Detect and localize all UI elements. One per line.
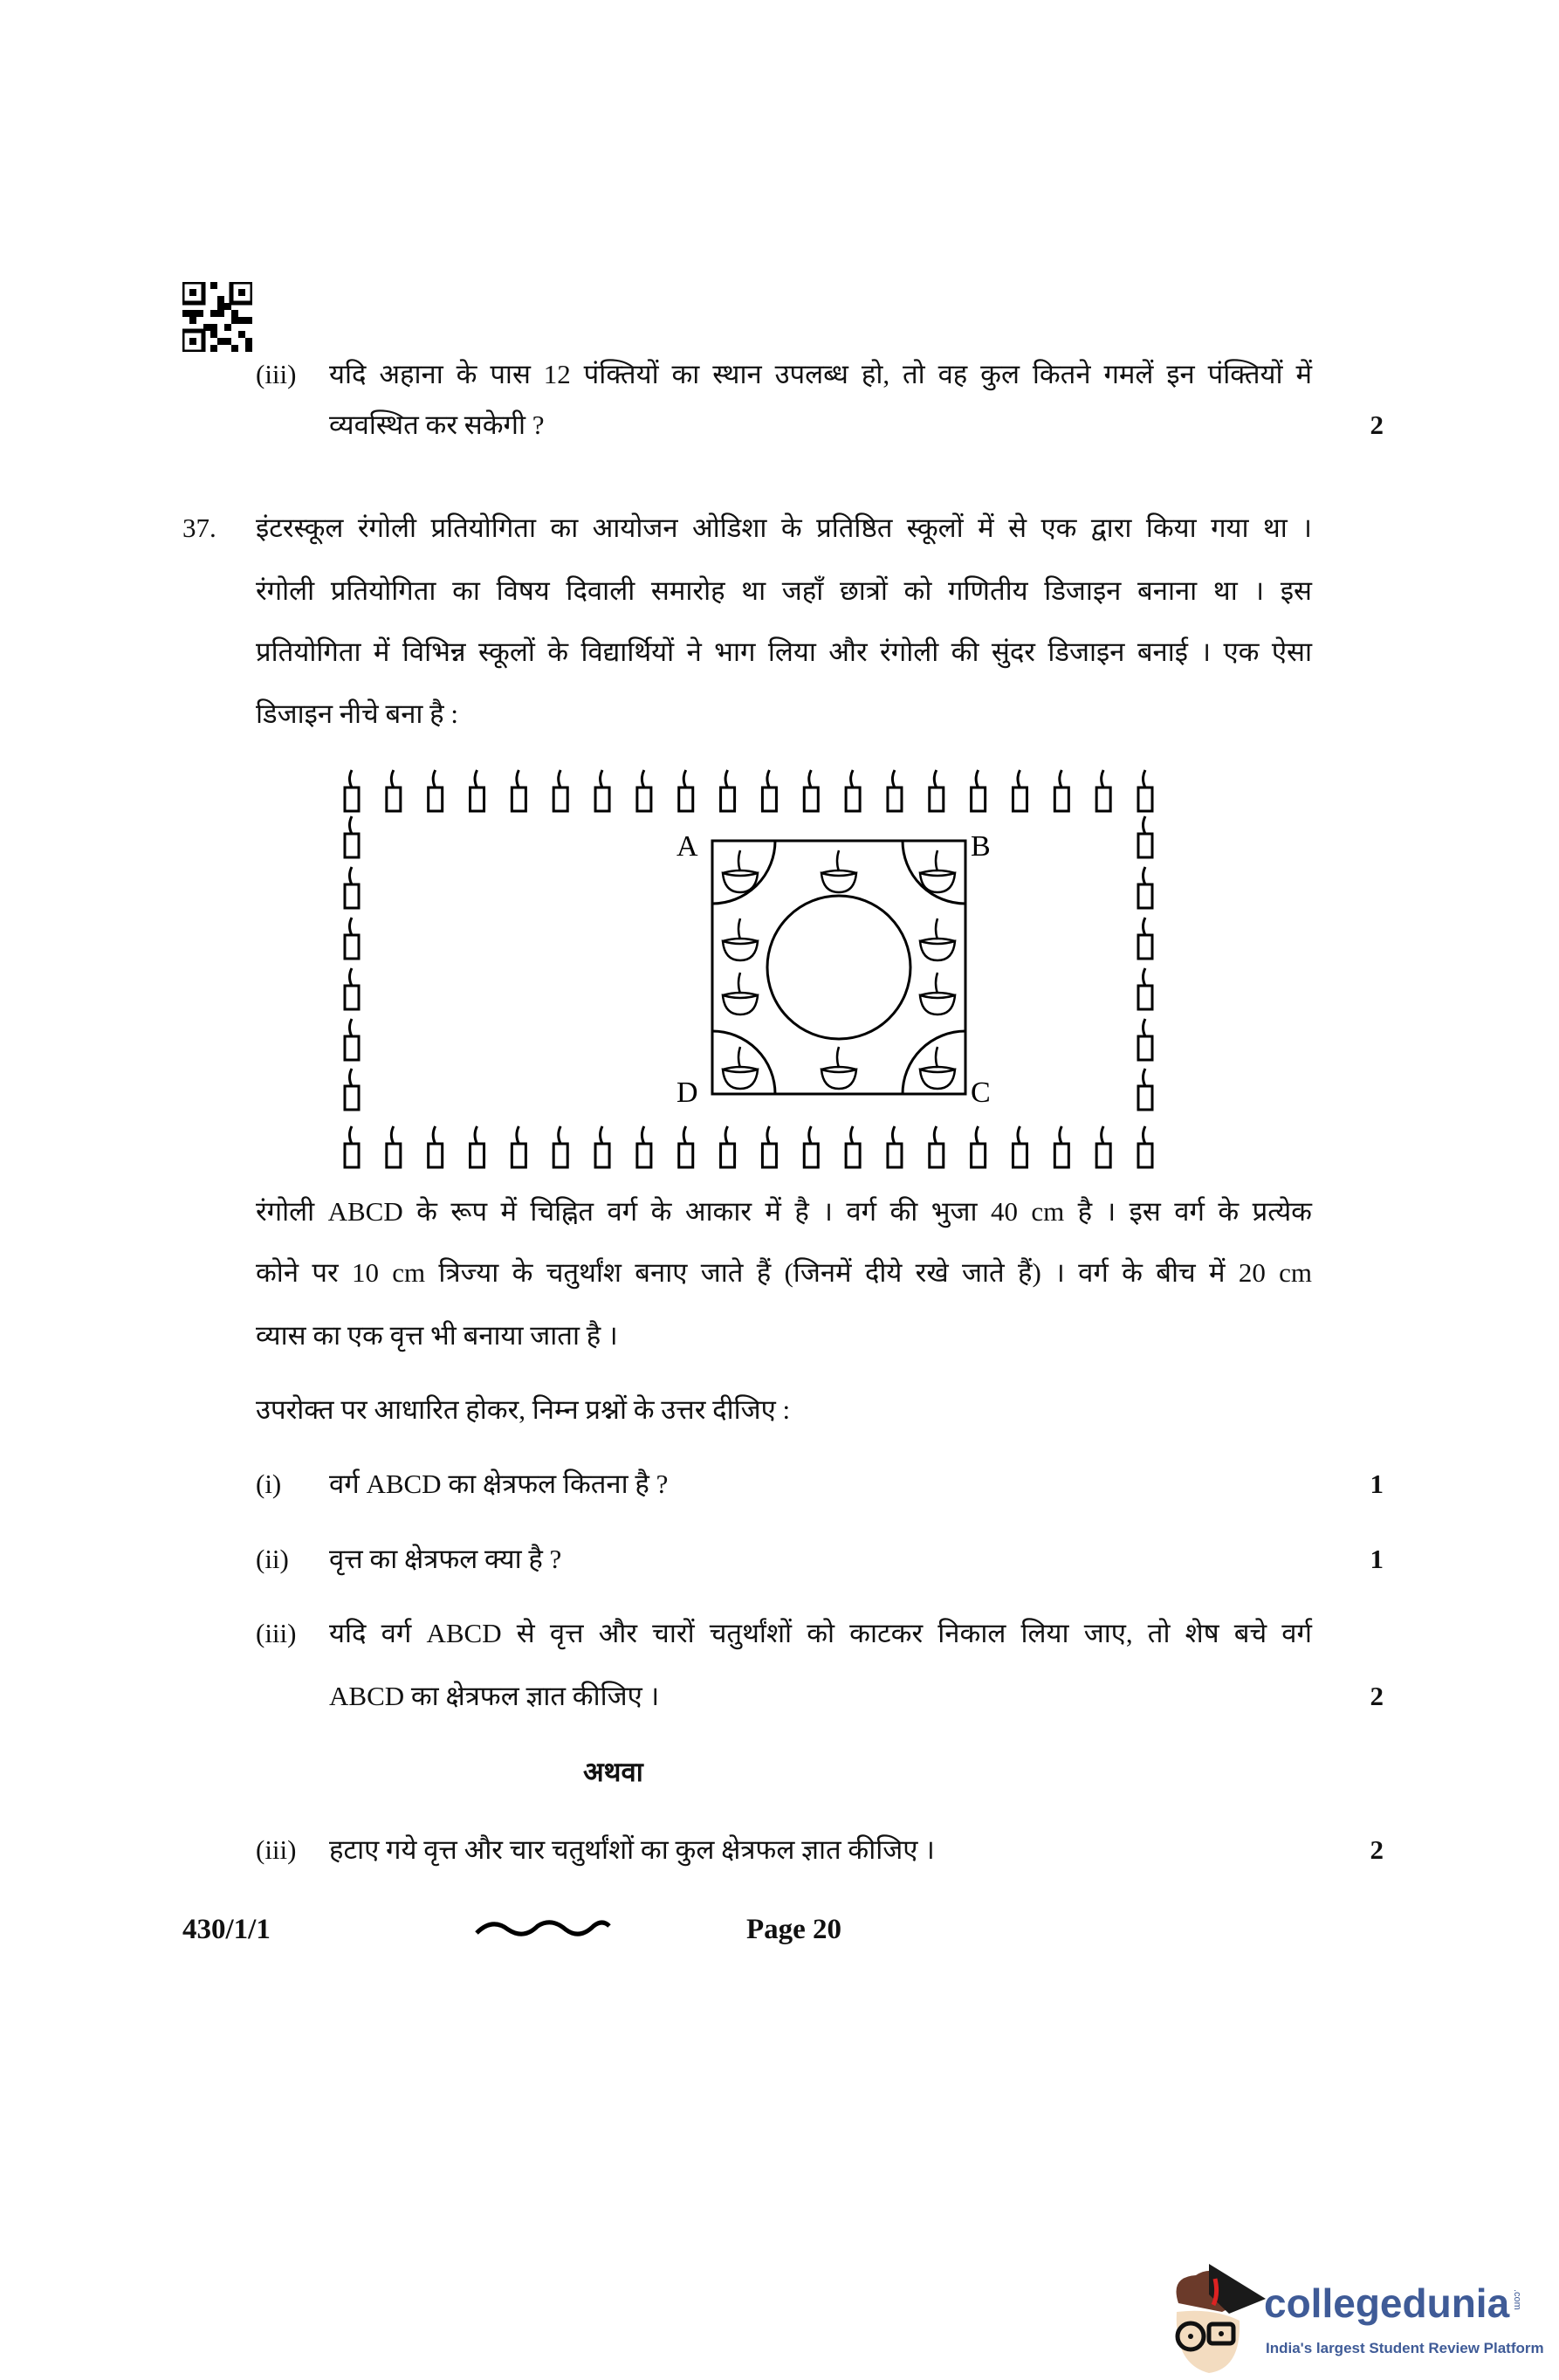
candle-icon <box>1096 1126 1110 1167</box>
candle-icon <box>637 1126 651 1167</box>
sub-iii-alt-marks: 2 <box>1370 1834 1384 1865</box>
candle-icon <box>1138 918 1152 959</box>
desc-line-1: रंगोली ABCD के रूप में चिह्नित वर्ग के आकार में है । वर्ग की भुजा 40 cm है । इस वर्ग के प्रत्येक <box>256 1196 1312 1227</box>
candle-icon <box>721 770 735 811</box>
candle-icon <box>1138 968 1152 1009</box>
candle-icon <box>345 1126 359 1167</box>
desc-line-2: कोने पर 10 cm त्रिज्या के चतुर्थांश बनाए जाते हैं (जिनमें दीये रखे जाते हैं) । वर्ग के बीच में 20 cm <box>256 1257 1312 1288</box>
or-label: अथवा <box>583 1757 643 1787</box>
candle-icon <box>470 770 484 811</box>
sub-i-marks: 1 <box>1370 1469 1384 1499</box>
intro-line-4: डिजाइन नीचे बना है : <box>256 698 458 729</box>
wave-ornament <box>475 1917 611 1940</box>
candle-icon <box>345 816 359 857</box>
sub-iii-text-line1: यदि वर्ग ABCD से वृत्त और चारों चतुर्थांशों को काटकर निकाल लिया जाए, तो शेष बचे वर्ग <box>329 1618 1312 1648</box>
candle-icon <box>345 867 359 908</box>
candle-icon <box>345 770 359 811</box>
candle-icon <box>1138 867 1152 908</box>
sub-iii-alt-text: हटाए गये वृत्त और चार चतुर्थांशों का कुल क्षेत्रफल ज्ञात कीजिए । <box>329 1834 935 1865</box>
candle-icon <box>1138 1019 1152 1060</box>
diya-icon <box>723 918 758 960</box>
candle-icon <box>595 1126 609 1167</box>
candle-icon <box>888 770 902 811</box>
candle-icon <box>972 770 986 811</box>
prev-subquestion-text-line1: यदि अहाना के पास 12 पंक्तियों का स्थान उपलब्ध हो, तो वह कुल कितने गमलें इन पंक्तियों में <box>329 359 1312 389</box>
candle-icon <box>387 1126 401 1167</box>
candle-icon <box>1096 770 1110 811</box>
instruction: उपरोक्त पर आधारित होकर, निम्न प्रश्नों के उत्तर दीजिए : <box>256 1394 791 1425</box>
diya-icon <box>821 850 856 892</box>
candle-icon <box>804 770 818 811</box>
diya-icon <box>723 1047 758 1089</box>
sub-iii-marks: 2 <box>1370 1681 1384 1711</box>
candle-icon <box>679 770 693 811</box>
candle-icon <box>1054 770 1068 811</box>
candle-icon <box>345 1019 359 1060</box>
diya-icon <box>723 850 758 892</box>
candle-icon <box>1138 816 1152 857</box>
candle-icon <box>1138 1126 1152 1167</box>
sub-i-text: वर्ग ABCD का क्षेत्रफल कितना है ? <box>329 1469 669 1499</box>
brand-suffix: .com <box>1512 2289 1523 2310</box>
sub-ii-marks: 1 <box>1370 1544 1384 1574</box>
candle-icon <box>972 1126 986 1167</box>
sub-i-label: (i) <box>256 1469 282 1499</box>
diya-icon <box>723 973 758 1015</box>
candle-icon <box>429 770 443 811</box>
candle-icon <box>429 1126 443 1167</box>
candle-icon <box>762 1126 776 1167</box>
candle-icon <box>679 1126 693 1167</box>
candle-icon <box>553 770 567 811</box>
candle-icon <box>846 1126 860 1167</box>
collegedunia-logo <box>1152 2253 1559 2380</box>
intro-line-1: इंटरस्कूल रंगोली प्रतियोगिता का आयोजन ओडिशा के प्रतिष्ठित स्कूलों में से एक द्वारा किया गया था । <box>256 512 1312 543</box>
candle-icon <box>930 770 944 811</box>
label-a: A <box>676 830 698 863</box>
diya-icon <box>821 1047 856 1089</box>
candle-border <box>345 770 1152 1167</box>
paper-code: 430/1/1 <box>182 1914 271 1945</box>
intro-line-2: रंगोली प्रतियोगिता का विषय दिवाली समारोह था जहाँ छात्रों को गणितीय डिजाइन बनाना था । इस <box>256 575 1312 606</box>
candle-icon <box>846 770 860 811</box>
center-circle <box>767 896 910 1039</box>
sub-ii-label: (ii) <box>256 1544 289 1574</box>
candle-icon <box>345 918 359 959</box>
brand-tagline: India's largest Student Review Platform <box>1266 2340 1544 2356</box>
diya-icon <box>920 973 955 1015</box>
brand-name: collegedunia <box>1264 2280 1510 2326</box>
candle-icon <box>595 770 609 811</box>
desc-line-3: व्यास का एक वृत्त भी बनाया जाता है । <box>256 1320 618 1351</box>
candle-icon <box>804 1126 818 1167</box>
candle-icon <box>888 1126 902 1167</box>
question-number: 37. <box>182 512 216 543</box>
candle-icon <box>345 968 359 1009</box>
candle-icon <box>512 770 525 811</box>
label-d: D <box>676 1077 698 1109</box>
diya-icon <box>920 918 955 960</box>
prev-subquestion-text-line2: व्यवस्थित कर सकेगी ? <box>329 409 545 440</box>
candle-icon <box>721 1126 735 1167</box>
diya-icon <box>920 1047 955 1089</box>
label-b: B <box>971 830 991 863</box>
sub-iii-label: (iii) <box>256 1618 297 1648</box>
diya-icon <box>920 850 955 892</box>
candle-icon <box>553 1126 567 1167</box>
candle-icon <box>1138 770 1152 811</box>
candle-icon <box>470 1126 484 1167</box>
sub-ii-text: वृत्त का क्षेत्रफल क्या है ? <box>329 1544 562 1574</box>
candle-icon <box>1013 1126 1027 1167</box>
brand-row <box>1264 2279 1522 2328</box>
label-c: C <box>971 1077 991 1109</box>
prev-subquestion-marks: 2 <box>1370 409 1384 440</box>
candle-icon <box>512 1126 525 1167</box>
candle-icon <box>1013 770 1027 811</box>
candle-icon <box>637 770 651 811</box>
prev-subquestion-label: (iii) <box>256 359 297 389</box>
page-number: Page 20 <box>746 1914 842 1945</box>
sub-iii-alt-label: (iii) <box>256 1834 297 1865</box>
sub-iii-text-line2: ABCD का क्षेत्रफल ज्ञात कीजिए । <box>329 1681 660 1711</box>
candle-icon <box>1054 1126 1068 1167</box>
candle-icon <box>345 1069 359 1110</box>
candle-icon <box>762 770 776 811</box>
candle-icon <box>1138 1069 1152 1110</box>
intro-line-3: प्रतियोगिता में विभिन्न स्कूलों के विद्यार्थियों ने भाग लिया और रंगोली की सुंदर डिजाइन बनाई । एक ऐसा <box>256 636 1312 667</box>
candle-icon <box>930 1126 944 1167</box>
mascot-icon <box>1161 2260 1270 2378</box>
candle-icon <box>387 770 401 811</box>
